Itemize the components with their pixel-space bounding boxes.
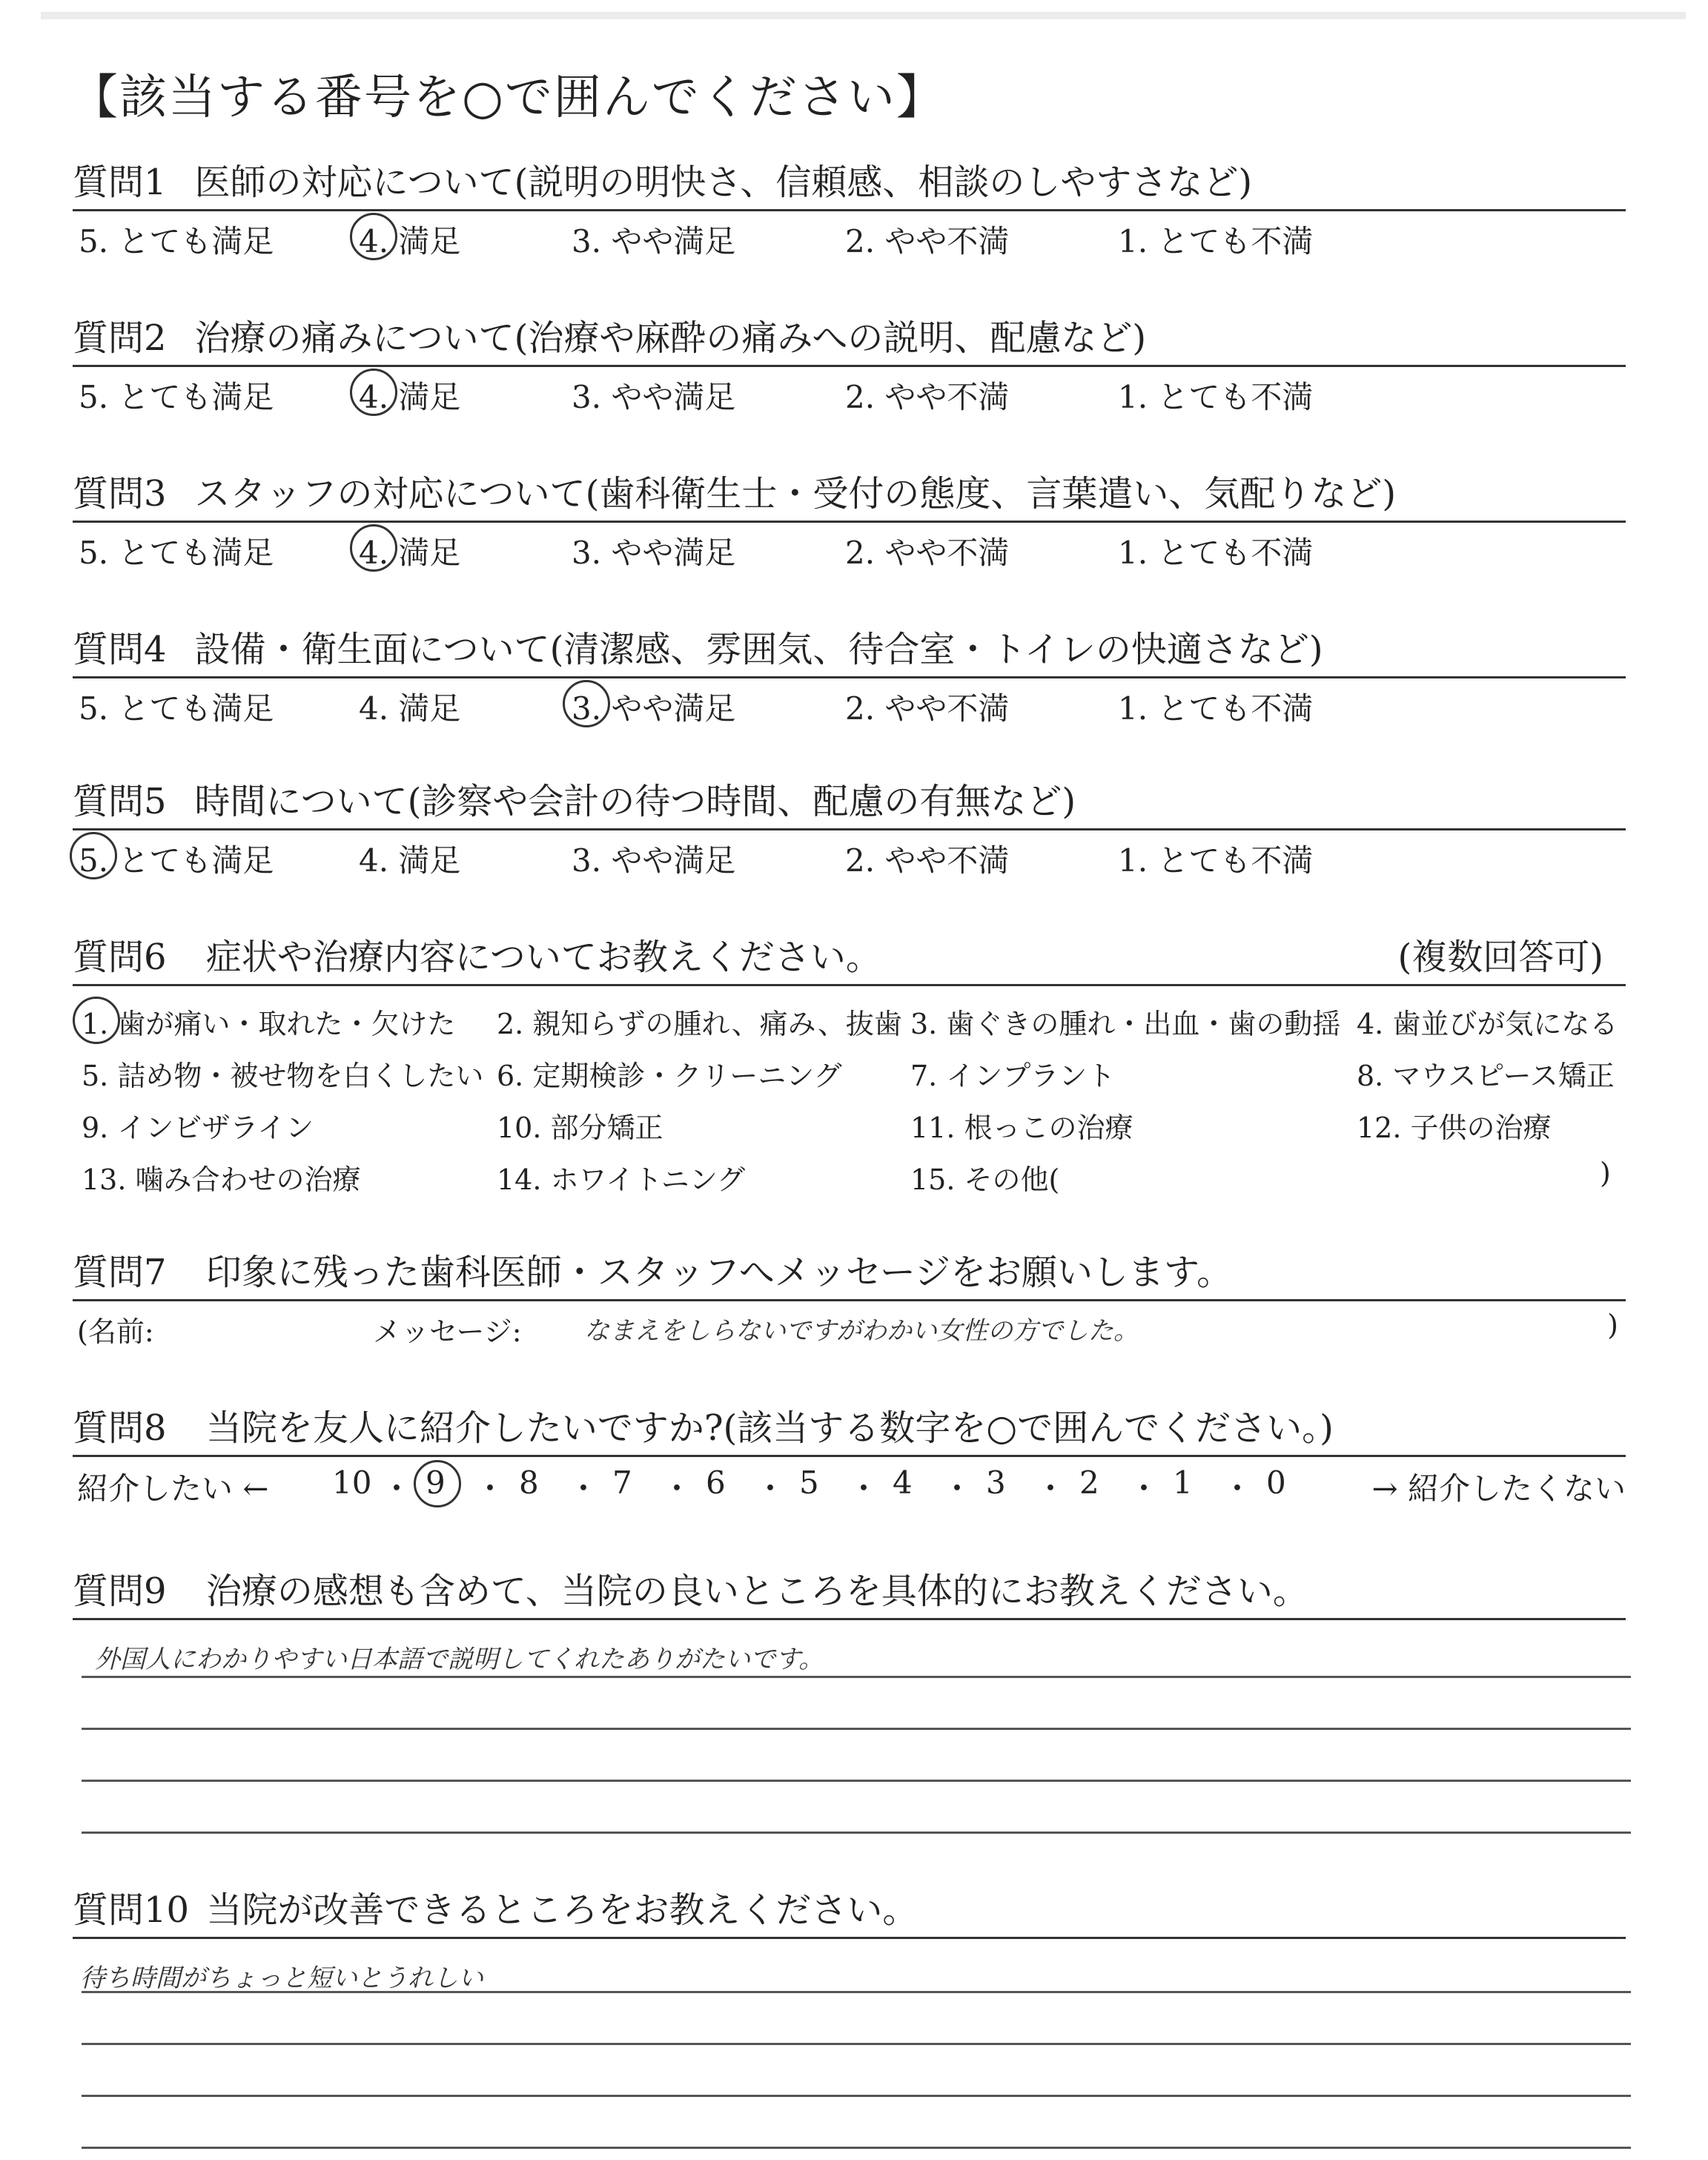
- question-number: 質問9: [73, 1571, 167, 1612]
- rating-option[interactable]: 1. とても不満: [1118, 223, 1314, 260]
- answer-line: [82, 2043, 1631, 2045]
- selection-circle: [414, 1460, 461, 1507]
- rating-option[interactable]: 4. 満足: [359, 842, 461, 879]
- name-label: (名前:: [77, 1315, 154, 1348]
- recommend-value[interactable]: 7: [612, 1464, 632, 1501]
- answer-line: [82, 1728, 1631, 1730]
- other-close-paren: ): [1600, 1157, 1611, 1189]
- recommend-value[interactable]: 3: [986, 1464, 1006, 1501]
- symptom-option[interactable]: 7. インプラント: [910, 1060, 1116, 1092]
- rating-option[interactable]: 5. とても満足: [79, 690, 274, 727]
- symptom-option[interactable]: 14. ホワイトニング: [497, 1163, 746, 1196]
- rating-option[interactable]: 1. とても不満: [1118, 842, 1314, 879]
- symptom-option[interactable]: 11. 根っこの治療: [910, 1112, 1133, 1144]
- rating-option[interactable]: 3. やや満足: [572, 690, 736, 727]
- answer-line: [82, 2147, 1631, 2149]
- question-text: 時間について(診察や会計の待つ時間、配慮の有無など): [194, 781, 1076, 822]
- symptom-option[interactable]: 13. 噛み合わせの治療: [82, 1163, 361, 1196]
- selection-circle: [73, 997, 120, 1044]
- question-10: [73, 1883, 1626, 1993]
- message-value[interactable]: なまえをしらないですがわかい女性の方でした。: [584, 1316, 1139, 1346]
- symptom-option[interactable]: 12. 子供の治療: [1357, 1112, 1552, 1144]
- question-6: [73, 931, 1626, 1201]
- recommend-value[interactable]: 5: [799, 1464, 819, 1501]
- selection-circle: [563, 680, 610, 727]
- recommend-value[interactable]: 10: [332, 1464, 372, 1501]
- separator-dot: ・: [848, 1470, 880, 1507]
- question-number: 質問1: [73, 162, 167, 203]
- question-text: 印象に残った歯科医師・スタッフへメッセージをお願いします。: [205, 1252, 1233, 1293]
- question-8: [73, 1401, 1626, 1509]
- rating-options: [73, 367, 1626, 415]
- separator-dot: ・: [755, 1470, 787, 1507]
- question-number: 質問2: [73, 317, 167, 359]
- close-paren: ): [1607, 1309, 1618, 1341]
- rating-option[interactable]: 2. やや不満: [845, 223, 1010, 260]
- multiple-answer-note: (複数回答可): [1397, 937, 1603, 978]
- question-text: 設備・衛生面について(清潔感、雰囲気、待合室・トイレの快適さなど): [194, 629, 1323, 670]
- page-heading: 【該当する番号を○で囲んでください】: [70, 70, 945, 125]
- rating-option[interactable]: 4. 満足: [359, 690, 461, 727]
- question-1: [73, 156, 1626, 260]
- symptom-option[interactable]: 15. その他(: [910, 1163, 1060, 1196]
- answer-line: [82, 1991, 1631, 1993]
- rating-option[interactable]: 5. とても満足: [79, 379, 274, 415]
- question-text: 当院を友人に紹介したいですか?(該当する数字を○で囲んでください。): [205, 1407, 1334, 1449]
- rating-option[interactable]: 3. やや満足: [572, 379, 736, 415]
- rating-option[interactable]: 3. やや満足: [572, 223, 736, 260]
- symptom-option[interactable]: 8. マウスピース矯正: [1357, 1060, 1615, 1092]
- symptom-option[interactable]: 4. 歯並びが気になる: [1357, 1008, 1618, 1040]
- recommend-value[interactable]: 4: [893, 1464, 913, 1501]
- rating-option[interactable]: 2. やや不満: [845, 535, 1010, 571]
- recommend-value[interactable]: 0: [1266, 1464, 1286, 1501]
- question-text: 医師の対応について(説明の明快さ、信頼感、相談のしやすさなど): [194, 162, 1253, 203]
- question-text: スタッフの対応について(歯科衛生士・受付の態度、言葉遣い、気配りなど): [194, 473, 1397, 515]
- symptom-option[interactable]: 9. インビザライン: [82, 1112, 314, 1144]
- rating-option[interactable]: 3. やや満足: [572, 535, 736, 571]
- selection-circle: [350, 213, 397, 260]
- good-points-answer[interactable]: 外国人にわかりやすい日本語で説明してくれたありがたいです。: [95, 1645, 824, 1674]
- recommend-value[interactable]: 8: [519, 1464, 539, 1501]
- rating-option[interactable]: 3. やや満足: [572, 842, 736, 879]
- separator-dot: ・: [1035, 1470, 1067, 1507]
- separator-dot: ・: [1222, 1470, 1254, 1507]
- separator-dot: ・: [474, 1470, 506, 1507]
- answer-line: [82, 1780, 1631, 1782]
- rating-option[interactable]: 5. とても満足: [79, 842, 274, 879]
- scan-top-edge: [41, 12, 1686, 19]
- improvement-answer[interactable]: 待ち時間がちょっと短いとうれしい: [80, 1964, 483, 1993]
- symptom-options: [73, 986, 1626, 1201]
- recommend-left-label: 紹介したい ←: [77, 1470, 269, 1507]
- rating-option[interactable]: 4. 満足: [359, 223, 461, 260]
- question-9: [73, 1565, 1626, 1674]
- symptom-option[interactable]: 5. 詰め物・被せ物を白くしたい: [82, 1060, 484, 1092]
- question-5: [73, 775, 1626, 879]
- answer-line: [82, 2095, 1631, 2097]
- symptom-option[interactable]: 1. 歯が痛い・取れた・欠けた: [82, 1008, 456, 1040]
- rating-option[interactable]: 2. やや不満: [845, 690, 1010, 727]
- divider: [73, 1618, 1626, 1620]
- rating-option[interactable]: 1. とても不満: [1118, 535, 1314, 571]
- question-4: [73, 623, 1626, 727]
- separator-dot: ・: [941, 1470, 973, 1507]
- question-text: 治療の痛みについて(治療や麻酔の痛みへの説明、配慮など): [194, 317, 1147, 359]
- symptom-option[interactable]: 3. 歯ぐきの腫れ・出血・歯の動揺: [910, 1008, 1341, 1040]
- rating-option[interactable]: 2. やや不満: [845, 379, 1010, 415]
- symptom-option[interactable]: 6. 定期検診・クリーニング: [497, 1060, 842, 1092]
- rating-option[interactable]: 1. とても不満: [1118, 690, 1314, 727]
- question-text: 治療の感想も含めて、当院の良いところを具体的にお教えください。: [205, 1571, 1308, 1612]
- rating-option[interactable]: 5. とても満足: [79, 223, 274, 260]
- rating-options: [73, 830, 1626, 879]
- question-number: 質問6: [73, 937, 167, 978]
- separator-dot: ・: [1128, 1470, 1160, 1507]
- rating-option[interactable]: 1. とても不満: [1118, 379, 1314, 415]
- selection-circle: [70, 832, 117, 879]
- answer-line: [82, 1832, 1631, 1834]
- rating-option[interactable]: 5. とても満足: [79, 535, 274, 571]
- recommend-value[interactable]: 1: [1173, 1464, 1193, 1501]
- rating-options: [73, 678, 1626, 727]
- question-number: 質問10: [73, 1889, 190, 1931]
- question-text: 症状や治療内容についてお教えください。: [205, 937, 881, 978]
- recommend-value[interactable]: 2: [1079, 1464, 1099, 1501]
- recommend-scale: [73, 1457, 1626, 1509]
- question-3: [73, 467, 1626, 571]
- selection-circle: [350, 369, 397, 416]
- answer-line: [82, 1676, 1631, 1678]
- question-2: [73, 311, 1626, 415]
- symptom-option[interactable]: 2. 親知らずの腫れ、痛み、抜歯: [497, 1008, 902, 1040]
- question-7: [73, 1246, 1626, 1346]
- message-label: メッセージ:: [373, 1315, 522, 1348]
- recommend-value[interactable]: 9: [426, 1464, 446, 1501]
- question-number: 質問5: [73, 781, 167, 822]
- question-number: 質問4: [73, 629, 167, 670]
- recommend-value[interactable]: 6: [706, 1464, 726, 1501]
- recommend-right-label: → 紹介したくない: [1371, 1470, 1626, 1507]
- separator-dot: ・: [568, 1470, 600, 1507]
- rating-options: [73, 523, 1626, 571]
- selection-circle: [350, 524, 397, 572]
- separator-dot: ・: [661, 1470, 693, 1507]
- rating-options: [73, 211, 1626, 260]
- rating-option[interactable]: 4. 満足: [359, 379, 461, 415]
- question-number: 質問7: [73, 1252, 167, 1293]
- symptom-option[interactable]: 10. 部分矯正: [497, 1112, 663, 1144]
- question-number: 質問8: [73, 1407, 167, 1449]
- separator-dot: ・: [381, 1470, 413, 1507]
- rating-option[interactable]: 4. 満足: [359, 535, 461, 571]
- divider: [73, 1937, 1626, 1939]
- question-text: 当院が改善できるところをお教えください。: [206, 1889, 918, 1931]
- rating-option[interactable]: 2. やや不満: [845, 842, 1010, 879]
- question-number: 質問3: [73, 473, 167, 515]
